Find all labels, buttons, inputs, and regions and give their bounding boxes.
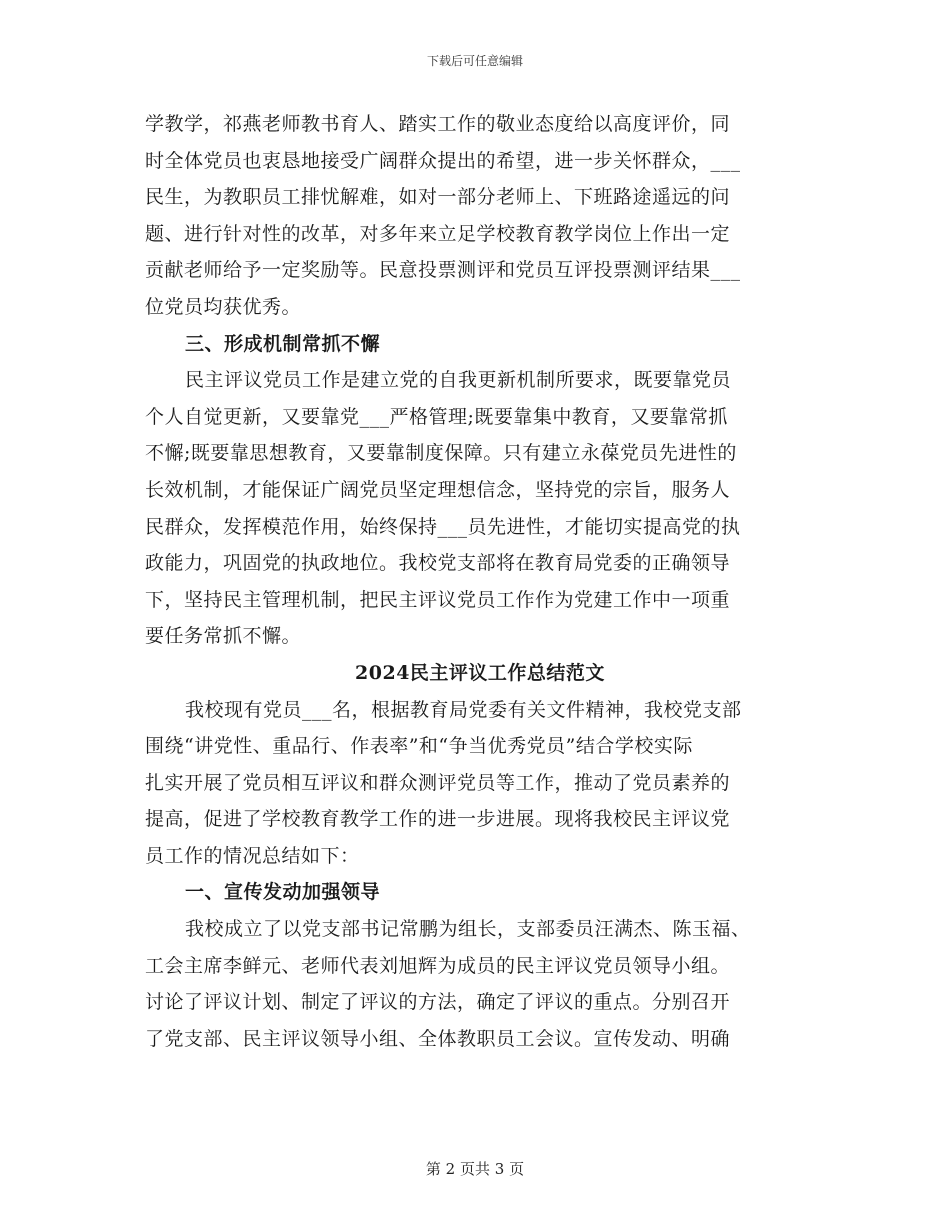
text-line: 下，坚持民主管理机制，把民主评议党员工作作为党建工作中一项重: [145, 588, 731, 611]
text-line: 围绕“讲党性、重品行、作表率”和“争当优秀党员”结合学校实际: [145, 735, 693, 758]
text-line: 员工作的情况总结如下：: [145, 844, 360, 867]
header-note: 下载后可任意编辑: [426, 54, 523, 68]
section-heading: 三、形成机制常抓不懈: [185, 332, 381, 355]
text-line: 扎实开展了党员相互评议和群众测评党员等工作，推动了党员素养的: [145, 771, 731, 794]
text-line: 学教学，祁燕老师教书育人、踏实工作的敬业态度给以高度评价，同: [145, 113, 731, 135]
text-line: 不懈;既要靠思想教育，又要靠制度保障。只有建立永葆党员先进性的: [145, 442, 737, 465]
text-line: 题、进行针对性的改革，对多年来立足学校教育教学岗位上作出一定: [145, 222, 731, 245]
text-line: 讨论了评议计划、制定了评议的方法，确定了评议的重点。分别召开: [145, 991, 731, 1014]
document-body: [145, 106, 815, 1057]
paragraph-first-line: 我校成立了以党支部书记常鹏为组长，支部委员汪满杰、陈玉福、: [185, 918, 751, 941]
text-line: 要任务常抓不懈。: [145, 625, 302, 648]
page-number: 第 2 页共 3 页: [425, 1160, 525, 1178]
text-line: 时全体党员也衷恳地接受广阔群众提出的希望，进一步关怀群众，___: [145, 149, 741, 172]
document-title: 2024民主评议工作总结范文: [355, 661, 605, 684]
text-line: 提高，促进了学校教育教学工作的进一步进展。现将我校民主评议党: [145, 808, 731, 831]
text-line: 贡献老师给予一定奖励等。民意投票测评和党员互评投票测评结果___: [145, 259, 741, 282]
text-line: 位党员均获优秀。: [145, 295, 302, 318]
text-line: 长效机制，才能保证广阔党员坚定理想信念，坚持党的宗旨，服务人: [145, 478, 731, 501]
text-line: 政能力，巩固党的执政地位。我校党支部将在教育局党委的正确领导: [145, 552, 731, 575]
section-heading: 一、宣传发动加强领导: [185, 881, 381, 904]
text-line: 了党支部、民主评议领导小组、全体教职员工会议。宣传发动、明确: [145, 1027, 731, 1050]
text-line: 民群众，发挥模范作用，始终保持___员先进性，才能切实提高党的执: [145, 515, 741, 538]
text-line: 个人自觉更新，又要靠党___严格管理;既要靠集中教育，又要靠常抓: [145, 405, 728, 428]
text-line: 工会主席李鲜元、老师代表刘旭辉为成员的民主评议党员领导小组。: [145, 954, 731, 977]
paragraph-first-line: 民主评议党员工作是建立党的自我更新机制所要求，既要靠党员: [185, 369, 732, 392]
text-line: 民生，为教职员工排忧解难，如对一部分老师上、下班路途遥远的问: [145, 186, 731, 209]
paragraph-first-line: 我校现有党员___名，根据教育局党委有关文件精神，我校党支部: [185, 698, 742, 721]
